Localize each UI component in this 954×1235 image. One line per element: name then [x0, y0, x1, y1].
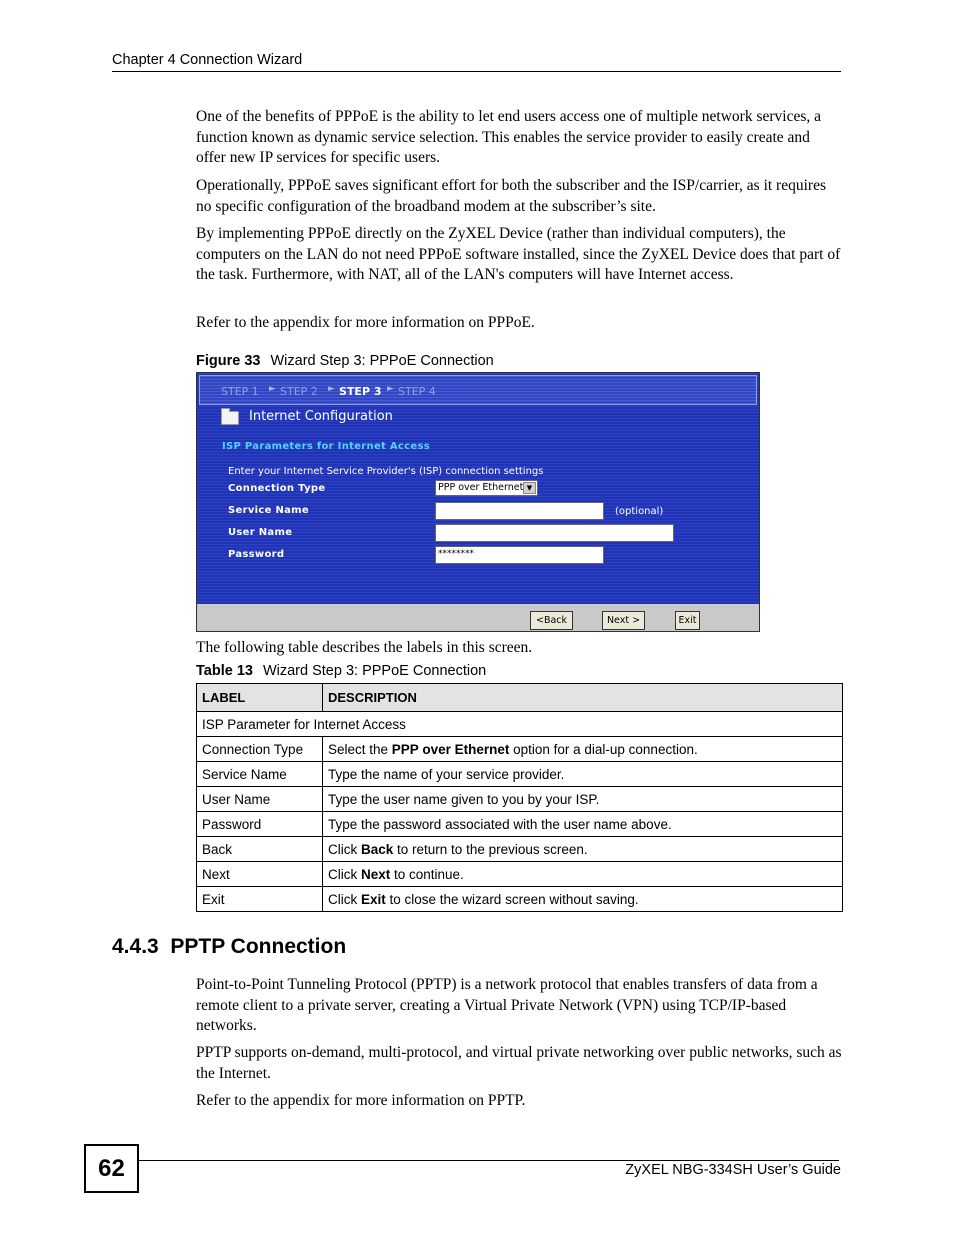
- row-description: Click Back to return to the previous screen.: [323, 837, 843, 862]
- section-row-label: ISP Parameter for Internet Access: [197, 712, 843, 737]
- table-row: [197, 787, 843, 812]
- wizard-intro: Enter your Internet Service Provider's (ISP) connection settings: [228, 466, 544, 477]
- service-name-input[interactable]: [435, 502, 604, 520]
- row-label: Back: [197, 837, 323, 862]
- folder-icon: [221, 411, 239, 425]
- table-row: [197, 837, 843, 862]
- pptp-paragraph-2: PPTP supports on-demand, multi-protocol, and virtual private networking over public networks, such as the Internet.: [196, 1044, 842, 1082]
- user-name-input[interactable]: [435, 524, 674, 542]
- row-description: Select the PPP over Ethernet option for a dial-up connection.: [323, 737, 843, 762]
- figure-label: Figure 33: [196, 353, 261, 369]
- running-header: Chapter 4 Connection Wizard: [112, 52, 303, 68]
- intro-paragraph-4: Refer to the appendix for more information on PPPoE.: [196, 314, 535, 331]
- figure-caption: [196, 353, 494, 369]
- row-label: Password: [197, 812, 323, 837]
- pptp-paragraph-3: Refer to the appendix for more information on PPTP.: [196, 1092, 526, 1109]
- guide-title: ZyXEL NBG-334SH User’s Guide: [625, 1162, 841, 1178]
- connection-type-select[interactable]: [435, 480, 538, 496]
- table-header-row: [197, 684, 843, 712]
- table-intro: The following table describes the labels in this screen.: [196, 639, 533, 656]
- next-button[interactable]: Next >: [602, 611, 645, 630]
- pptp-paragraph-1: Point-to-Point Tunneling Protocol (PPTP) is a network protocol that enables transfers of data from a remote client to a private server, creating a Virtual Private Network (VPN) using TCP/IP-based networks.: [196, 976, 818, 1034]
- connection-type-label: Connection Type: [228, 483, 326, 494]
- header-description: DESCRIPTION: [323, 684, 843, 712]
- table-row: [197, 737, 843, 762]
- table-row: [197, 862, 843, 887]
- wizard-step-bar: [199, 375, 757, 405]
- row-description: Click Exit to close the wizard screen without saving.: [323, 887, 843, 912]
- description-table: [196, 683, 843, 912]
- exit-button[interactable]: Exit: [675, 611, 700, 630]
- step-3-current: STEP 3: [339, 385, 382, 398]
- optional-note: (optional): [615, 506, 664, 517]
- password-input[interactable]: ********: [435, 546, 604, 564]
- intro-paragraph-2: Operationally, PPPoE saves significant effort for both the subscriber and the ISP/carrier, as it requires no specific configuration of the broadband modem at the subscriber’s site.: [196, 177, 826, 215]
- step-2: STEP 2: [280, 385, 318, 398]
- row-label: Service Name: [197, 762, 323, 787]
- chevron-down-icon[interactable]: ▼: [523, 482, 536, 494]
- table-row: [197, 887, 843, 912]
- header-label: LABEL: [197, 684, 323, 712]
- step-4: STEP 4: [398, 385, 436, 398]
- user-name-label: User Name: [228, 527, 293, 538]
- intro-paragraph-3: By implementing PPPoE directly on the ZyXEL Device (rather than individual computers), the computers on the LAN do not need PPPoE software installed, since the ZyXEL Device does that part of the task. Furthermore, with NAT, all of the LAN's computers will have Internet access.: [196, 225, 841, 283]
- wizard-screenshot: [196, 372, 760, 632]
- step-arrow-icon: ►: [328, 384, 335, 394]
- row-description: Type the user name given to you by your ISP.: [323, 787, 843, 812]
- row-label: Exit: [197, 887, 323, 912]
- table-caption: [196, 663, 486, 679]
- row-label: Next: [197, 862, 323, 887]
- table-row: [197, 812, 843, 837]
- step-1: STEP 1: [221, 385, 259, 398]
- section-heading: 4.4.3 PPTP Connection: [112, 935, 347, 958]
- table-row: [197, 762, 843, 787]
- step-arrow-icon: ►: [387, 384, 394, 394]
- password-label: Password: [228, 549, 285, 560]
- connection-type-value: PPP over Ethernet: [438, 482, 524, 493]
- back-button[interactable]: <Back: [530, 611, 573, 630]
- header-rule: [112, 71, 841, 72]
- table-section-row: [197, 712, 843, 737]
- row-description: Type the password associated with the user name above.: [323, 812, 843, 837]
- row-description: Click Next to continue.: [323, 862, 843, 887]
- table-label: Table 13: [196, 663, 253, 679]
- intro-paragraph-1: One of the benefits of PPPoE is the ability to let end users access one of multiple network services, a function known as dynamic service selection. This enables the service provider to easily create and offer new IP services for specific users.: [196, 108, 822, 166]
- step-arrow-icon: ►: [269, 384, 276, 394]
- service-name-label: Service Name: [228, 505, 309, 516]
- footer-rule: [139, 1160, 839, 1161]
- row-label: User Name: [197, 787, 323, 812]
- wizard-panel: [197, 373, 759, 604]
- row-label: Connection Type: [197, 737, 323, 762]
- row-description: Type the name of your service provider.: [323, 762, 843, 787]
- page-number: 62: [84, 1144, 139, 1193]
- wizard-section-title: ISP Parameters for Internet Access: [222, 441, 430, 452]
- figure-title: Wizard Step 3: PPPoE Connection: [270, 353, 494, 369]
- table-title: Wizard Step 3: PPPoE Connection: [262, 663, 487, 679]
- wizard-heading: Internet Configuration: [249, 409, 393, 424]
